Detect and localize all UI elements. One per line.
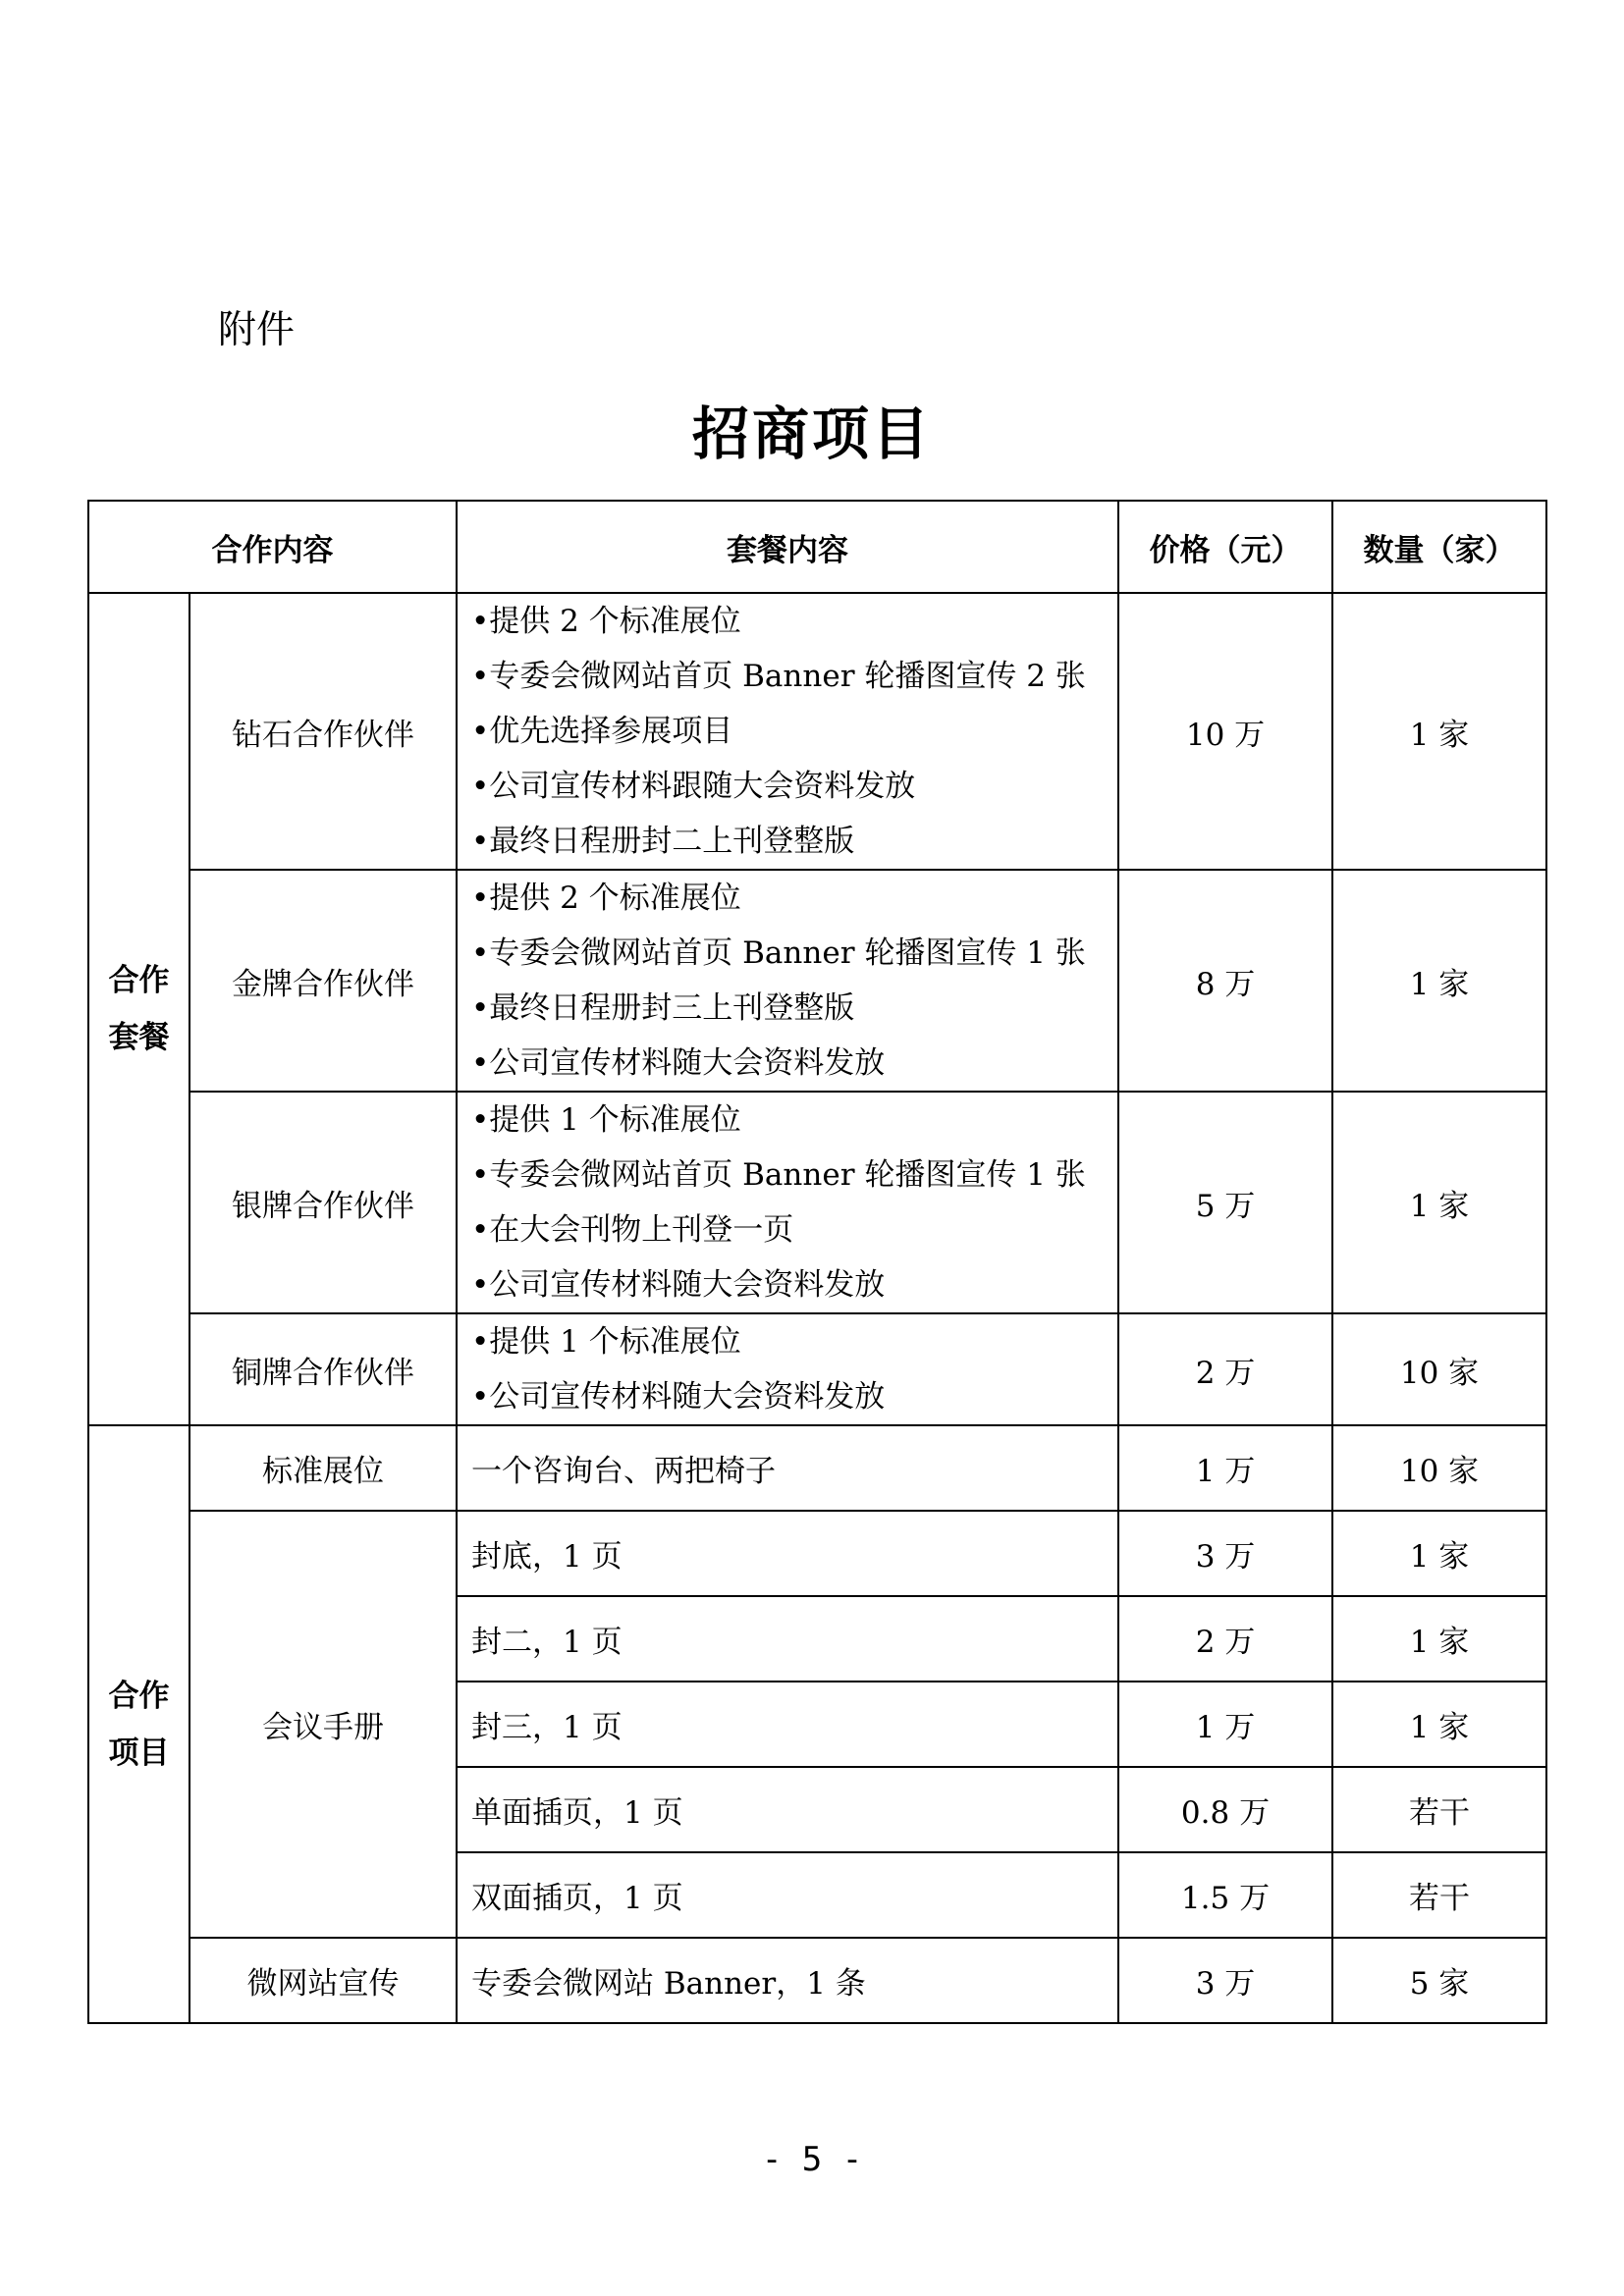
header-price: 价格（元） <box>1118 501 1332 593</box>
table-row <box>88 1511 1546 1596</box>
category-package-cell <box>88 593 189 1425</box>
quantity-cell: 若干 <box>1332 1852 1546 1938</box>
attachment-label: 附件 <box>218 308 296 352</box>
price-cell: 5 万 <box>1118 1092 1332 1313</box>
price-cell: 2 万 <box>1118 1313 1332 1425</box>
item-name: 钻石合作伙伴 <box>189 593 457 870</box>
category-label-line2: 套餐 <box>108 1020 170 1055</box>
list-item: • 公司宣传材料随大会资料发放 <box>471 1257 1117 1312</box>
package-content: 封底，1 页 <box>457 1511 1118 1596</box>
list-item: • 专委会微网站首页 Banner 轮播图宣传 1 张 <box>471 926 1117 981</box>
category-project-cell <box>88 1425 189 2023</box>
price-cell: 1 万 <box>1118 1425 1332 1511</box>
price-cell: 2 万 <box>1118 1596 1332 1682</box>
price-cell: 3 万 <box>1118 1511 1332 1596</box>
list-item: • 最终日程册封三上刊登整版 <box>471 981 1117 1036</box>
list-item: • 提供 2 个标准展位 <box>471 594 1117 649</box>
list-item: • 在大会刊物上刊登一页 <box>471 1202 1117 1257</box>
package-contents <box>457 1313 1118 1425</box>
header-package-content: 套餐内容 <box>457 501 1118 593</box>
list-item: • 公司宣传材料随大会资料发放 <box>471 1369 1117 1424</box>
header-quantity: 数量（家） <box>1332 501 1546 593</box>
quantity-cell: 1 家 <box>1332 1596 1546 1682</box>
price-cell: 1 万 <box>1118 1682 1332 1767</box>
quantity-cell: 1 家 <box>1332 1092 1546 1313</box>
header-cooperation-content: 合作内容 <box>88 501 457 593</box>
package-content: 专委会微网站 Banner，1 条 <box>457 1938 1118 2023</box>
table-row <box>88 593 1546 870</box>
list-item: • 公司宣传材料随大会资料发放 <box>471 1036 1117 1091</box>
list-item: • 优先选择参展项目 <box>471 704 1117 759</box>
table-row <box>88 1938 1546 2023</box>
item-name: 金牌合作伙伴 <box>189 870 457 1092</box>
quantity-cell: 1 家 <box>1332 870 1546 1092</box>
page-title: 招商项目 <box>691 400 932 467</box>
list-item: • 公司宣传材料跟随大会资料发放 <box>471 759 1117 814</box>
category-label-line2: 项目 <box>108 1735 170 1771</box>
quantity-cell: 若干 <box>1332 1767 1546 1852</box>
item-name: 银牌合作伙伴 <box>189 1092 457 1313</box>
item-name: 铜牌合作伙伴 <box>189 1313 457 1425</box>
price-cell: 0.8 万 <box>1118 1767 1332 1852</box>
package-contents <box>457 593 1118 870</box>
item-name: 微网站宣传 <box>189 1938 457 2023</box>
quantity-cell: 1 家 <box>1332 1682 1546 1767</box>
category-label-line1: 合作 <box>108 963 170 998</box>
package-contents <box>457 1092 1118 1313</box>
item-name: 会议手册 <box>189 1511 457 1938</box>
package-content: 封二，1 页 <box>457 1596 1118 1682</box>
package-content: 单面插页，1 页 <box>457 1767 1118 1852</box>
table-row <box>88 1313 1546 1425</box>
list-item: • 最终日程册封二上刊登整版 <box>471 814 1117 869</box>
category-label-line1: 合作 <box>108 1678 170 1714</box>
list-item: • 专委会微网站首页 Banner 轮播图宣传 1 张 <box>471 1148 1117 1202</box>
quantity-cell: 1 家 <box>1332 1511 1546 1596</box>
package-contents <box>457 870 1118 1092</box>
quantity-cell: 5 家 <box>1332 1938 1546 2023</box>
price-cell: 3 万 <box>1118 1938 1332 2023</box>
price-cell: 10 万 <box>1118 593 1332 870</box>
package-content: 封三，1 页 <box>457 1682 1118 1767</box>
quantity-cell: 1 家 <box>1332 593 1546 870</box>
price-cell: 8 万 <box>1118 870 1332 1092</box>
list-item: • 提供 1 个标准展位 <box>471 1314 1117 1369</box>
table-row <box>88 1425 1546 1511</box>
table-row <box>88 1092 1546 1313</box>
price-cell: 1.5 万 <box>1118 1852 1332 1938</box>
sponsorship-table <box>87 500 1547 2024</box>
quantity-cell: 10 家 <box>1332 1313 1546 1425</box>
list-item: • 专委会微网站首页 Banner 轮播图宣传 2 张 <box>471 649 1117 704</box>
package-content: 双面插页，1 页 <box>457 1852 1118 1938</box>
table-row <box>88 870 1546 1092</box>
table-header-row <box>88 501 1546 593</box>
list-item: • 提供 2 个标准展位 <box>471 871 1117 926</box>
page-number: - 5 - <box>761 2140 863 2179</box>
list-item: • 提供 1 个标准展位 <box>471 1093 1117 1148</box>
package-content: 一个咨询台、两把椅子 <box>457 1425 1118 1511</box>
item-name: 标准展位 <box>189 1425 457 1511</box>
quantity-cell: 10 家 <box>1332 1425 1546 1511</box>
